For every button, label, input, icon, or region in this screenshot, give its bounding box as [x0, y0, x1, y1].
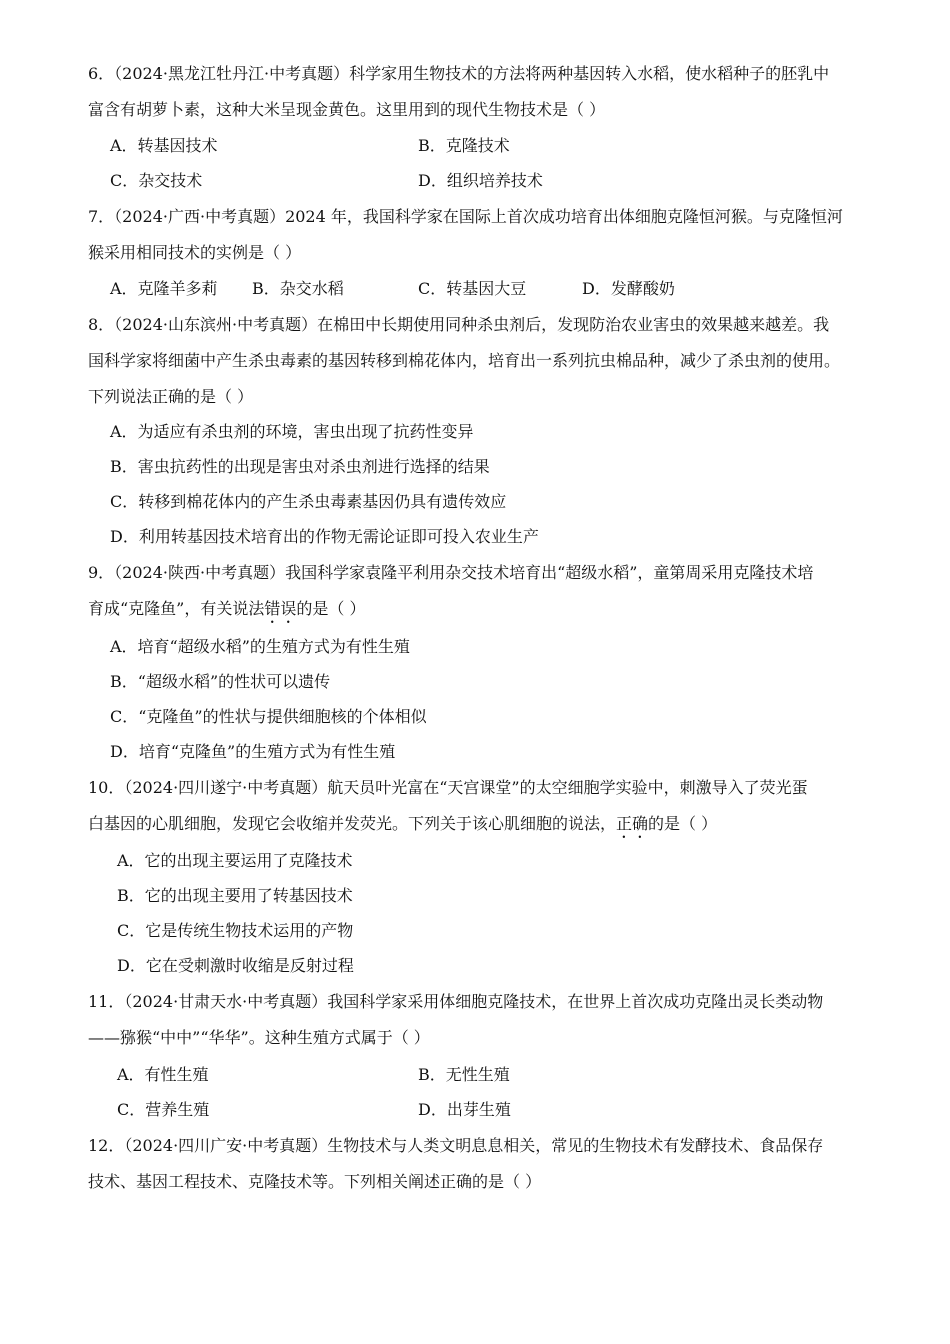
q8-option-a: A．为适应有杀虫剂的环境，害虫出现了抗药性变异	[110, 422, 474, 441]
q8-option-c: C．转移到棉花体内的产生杀虫毒素基因仍具有遗传效应	[110, 492, 507, 511]
q6-stem-line1: 6．（2024·黑龙江牡丹江·中考真题）科学家用生物技术的方法将两种基因转入水稻，使水稻种子的胚乳中	[88, 64, 830, 83]
q8-option-d: D．利用转基因技术培育出的作物无需论证即可投入农业生产	[110, 527, 539, 546]
q7-stem-line1: 7．（2024·广西·中考真题）2024 年，我国科学家在国际上首次成功培育出体细胞克隆恒河猴。与克隆恒河	[88, 207, 843, 226]
q8-option-b: B．害虫抗药性的出现是害虫对杀虫剂进行选择的结果	[110, 457, 490, 476]
q10-stem-line2-tail: 的是（ ）	[648, 814, 718, 833]
q9-option-d: D．培育“克隆鱼”的生殖方式为有性生殖	[110, 742, 396, 761]
q12-stem-line1: 12．（2024·四川广安·中考真题）生物技术与人类文明息息相关，常见的生物技术有发酵技术、食品保存	[88, 1136, 824, 1155]
q9-option-b: B．“超级水稻”的性状可以遗传	[110, 672, 331, 691]
q6-option-b: B．克隆技术	[418, 136, 510, 155]
q9-option-c: C．“克隆鱼”的性状与提供细胞核的个体相似	[110, 707, 427, 726]
q6-option-d: D．组织培养技术	[418, 171, 543, 190]
q6-option-c: C．杂交技术	[110, 171, 203, 190]
q6-option-a: A．转基因技术	[110, 136, 218, 155]
q10-stem-line2	[88, 813, 717, 842]
q9-option-a: A．培育“超级水稻”的生殖方式为有性生殖	[110, 637, 410, 656]
q9-stem-line2-tail: 的是（ ）	[296, 599, 366, 618]
q10-option-d: D．它在受刺激时收缩是反射过程	[117, 956, 354, 975]
q7-option-b: B．杂交水稻	[252, 279, 344, 298]
q11-option-c: C．营养生殖	[117, 1100, 210, 1119]
q8-stem-line3: 下列说法正确的是（ ）	[88, 387, 254, 406]
q7-option-a: A．克隆羊多莉	[110, 279, 218, 298]
q9-emphasis-word: 错误	[264, 599, 297, 618]
q7-option-c: C．转基因大豆	[418, 279, 527, 298]
q10-option-c: C．它是传统生物技术运用的产物	[117, 921, 354, 940]
q10-option-a: A．它的出现主要运用了克隆技术	[117, 851, 353, 870]
q9-stem-line1: 9．（2024·陕西·中考真题）我国科学家袁隆平利用杂交技术培育出“超级水稻”，童第周采用克隆技术培	[88, 563, 814, 582]
q11-option-d: D．出芽生殖	[418, 1100, 511, 1119]
q6-stem-line2: 富含有胡萝卜素，这种大米呈现金黄色。这里用到的现代生物技术是（ ）	[88, 100, 606, 119]
q7-option-d: D．发酵酸奶	[582, 279, 675, 298]
q8-stem-line1: 8．（2024·山东滨州·中考真题）在棉田中长期使用同种杀虫剂后，发现防治农业害虫的效果越来越差。我	[88, 315, 830, 334]
q10-emphasis-word: 正确	[616, 814, 649, 833]
q11-option-a: A．有性生殖	[117, 1065, 209, 1084]
q9-stem-line2	[88, 598, 365, 627]
q10-stem-line1: 10．（2024·四川遂宁·中考真题）航天员叶光富在“天宫课堂”的太空细胞学实验中，刺激导入了荧光蛋	[88, 778, 808, 797]
q9-stem-line2-text: 育成“克隆鱼”，有关说法	[88, 599, 265, 618]
q10-option-b: B．它的出现主要用了转基因技术	[117, 886, 353, 905]
q11-stem-line1: 11．（2024·甘肃天水·中考真题）我国科学家采用体细胞克隆技术，在世界上首次成功克隆出灵长类动物	[88, 992, 824, 1011]
q11-stem-line2: ——猕猴“中中”“华华”。这种生殖方式属于（ ）	[88, 1028, 430, 1047]
q10-stem-line2-text: 白基因的心肌细胞，发现它会收缩并发荧光。下列关于该心肌细胞的说法，	[88, 814, 617, 833]
q11-option-b: B．无性生殖	[418, 1065, 510, 1084]
q12-stem-line2: 技术、基因工程技术、克隆技术等。下列相关阐述正确的是（ ）	[88, 1172, 542, 1191]
q7-stem-line2: 猴采用相同技术的实例是（ ）	[88, 243, 302, 262]
q8-stem-line2: 国科学家将细菌中产生杀虫毒素的基因转移到棉花体内，培育出一系列抗虫棉品种，减少了杀虫剂的使用。	[88, 351, 841, 370]
